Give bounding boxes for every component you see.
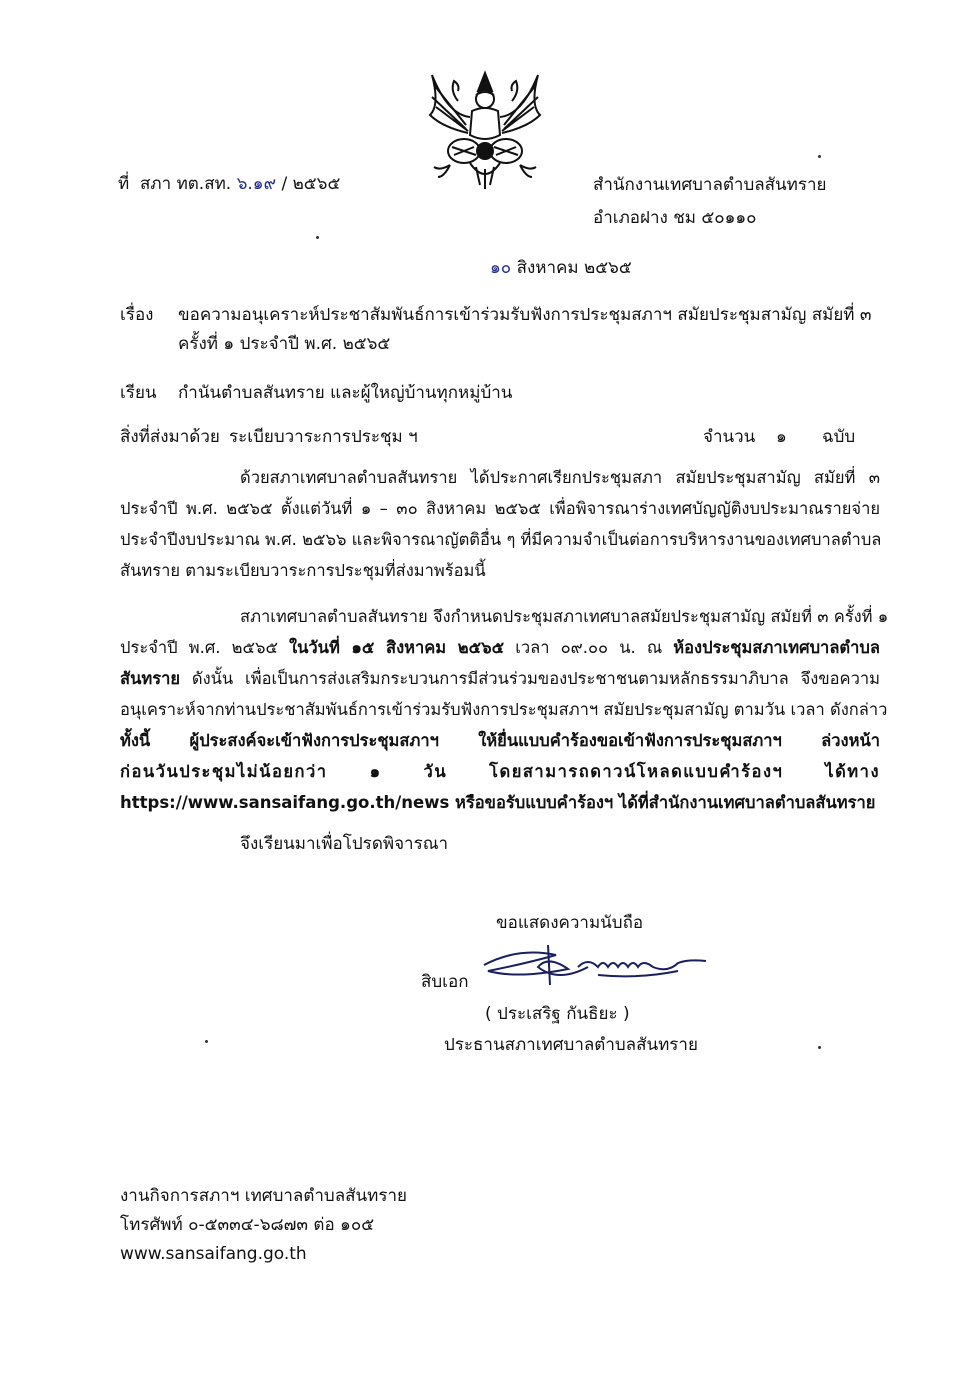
paragraph-2-line-7 bbox=[120, 787, 880, 818]
enclosure-label: สิ่งที่ส่งมาด้วย bbox=[120, 427, 220, 447]
paragraph-2-line-3 bbox=[120, 663, 880, 694]
footer-department: งานกิจการสภาฯ เทศบาลตำบลสันทราย bbox=[120, 1186, 407, 1206]
paragraph-2-line-2 bbox=[120, 632, 880, 663]
scan-speck bbox=[205, 1040, 208, 1043]
recipient-label: เรียน bbox=[120, 383, 157, 403]
news-url-link[interactable]: https://www.sansaifang.go.th/news bbox=[120, 793, 450, 812]
paragraph-1-line-1: ด้วยสภาเทศบาลตำบลสันทราย ได้ประกาศเรียกประชุมสภา สมัยประชุมสามัญ สมัยที่ ๓ bbox=[240, 468, 880, 487]
enclosure-text: ระเบียบวาระการประชุม ฯ bbox=[229, 427, 418, 447]
letter-date bbox=[490, 256, 632, 280]
paragraph-1-line-2: ประจำปี พ.ศ. ๒๕๖๕ ตั้งแต่วันที่ ๑ – ๓๐ สิงหาคม ๒๕๖๕ เพื่อพิจารณาร่างเทศบัญญัติงบประมาณรายจ่าย bbox=[120, 499, 880, 518]
meeting-room-bold: ห้องประชุมสภาเทศบาลตำบล bbox=[673, 638, 880, 657]
reference-number bbox=[118, 172, 340, 196]
reference-handwritten-number: ๖.๑๙ bbox=[236, 174, 277, 194]
subject-label: เรื่อง bbox=[120, 305, 154, 325]
body-paragraph-2 bbox=[120, 601, 889, 818]
enclosure-qty-label: จำนวน bbox=[703, 427, 756, 447]
text-segment: ประจำปี พ.ศ. ๒๕๖๕ bbox=[120, 638, 290, 657]
scan-speck bbox=[818, 155, 821, 158]
enclosure-qty: ๑ bbox=[776, 427, 787, 447]
office-address: อำเภอฝาง ชม ๕๐๑๑๐ bbox=[593, 208, 757, 228]
salutation: ขอแสดงความนับถือ bbox=[496, 913, 644, 933]
signer-position: ประธานสภาเทศบาลตำบลสันทราย bbox=[444, 1035, 698, 1055]
closing-text: จึงเรียนมาเพื่อโปรดพิจารณา bbox=[240, 834, 449, 854]
footer-website[interactable]: www.sansaifang.go.th bbox=[120, 1244, 307, 1264]
body-paragraph-1 bbox=[120, 462, 880, 586]
paragraph-2-line-5: ทั้งนี้ ผู้ประสงค์จะเข้าฟังการประชุมสภาฯ ให้ยื่นแบบคำร้องขอเข้าฟังการประชุมสภาฯ ล่วงหน้า bbox=[120, 731, 880, 750]
paragraph-2-line-1: สภาเทศบาลตำบลสันทราย จึงกำหนดประชุมสภาเทศบาลสมัยประชุมสามัญ สมัยที่ ๓ ครั้งที่ ๑ bbox=[240, 607, 889, 626]
scan-speck bbox=[316, 236, 319, 239]
handwritten-signature-icon bbox=[478, 945, 708, 985]
date-month-year: สิงหาคม ๒๕๖๕ bbox=[516, 258, 632, 278]
garuda-emblem-icon bbox=[420, 55, 550, 195]
reference-year: / ๒๕๖๕ bbox=[281, 174, 341, 194]
meeting-time: เวลา ๐๙.๐๐ น. ณ bbox=[504, 638, 674, 657]
subject-line-1: ขอความอนุเคราะห์ประชาสัมพันธ์การเข้าร่วมรับฟังการประชุมสภาฯ สมัยประชุมสามัญ สมัยที่ ๓ bbox=[178, 305, 872, 325]
paragraph-1-line-4: สันทราย ตามระเบียบวาระการประชุมที่ส่งมาพร้อมนี้ bbox=[120, 561, 486, 580]
footer-phone: โทรศัพท์ ๐-๕๓๓๔-๖๘๗๓ ต่อ ๑๐๕ bbox=[120, 1215, 375, 1235]
meeting-date-bold: ในวันที่ ๑๕ สิงหาคม ๒๕๖๕ bbox=[289, 638, 505, 657]
paragraph-2-line-4: อนุเคราะห์จากท่านประชาสัมพันธ์การเข้าร่วมรับฟังการประชุมสภาฯ สมัยประชุมสามัญ ตามวัน เวลา ดังกล่าว bbox=[120, 700, 888, 719]
paragraph-2-line-6: ก่อนวันประชุมไม่น้อยกว่า ๑ วัน โดยสามารถดาวน์โหลดแบบคำร้องฯ ได้ทาง bbox=[120, 762, 880, 781]
text-segment: หรือขอรับแบบคำร้องฯ ได้ที่สำนักงานเทศบาลตำบลสันทราย bbox=[449, 793, 876, 812]
reference-prefix: สภา ทต.สท. bbox=[140, 174, 232, 194]
subject-line-2: ครั้งที่ ๑ ประจำปี พ.ศ. ๒๕๖๕ bbox=[178, 334, 391, 354]
signer-name: ( ประเสริฐ กันธิยะ ) bbox=[485, 1004, 630, 1024]
reference-label: ที่ bbox=[118, 174, 130, 194]
meeting-room-bold-cont: สันทราย bbox=[120, 669, 181, 688]
office-name: สำนักงานเทศบาลตำบลสันทราย bbox=[593, 175, 827, 195]
paragraph-1-line-3: ประจำปีงบประมาณ พ.ศ. ๒๕๖๖ และพิจารณาญัตติอื่น ๆ ที่มีความจำเป็นต่อการบริหารงานของเทศบาลตำบล bbox=[120, 530, 882, 549]
recipient-text: กำนันตำบลสันทราย และผู้ใหญ่บ้านทุกหมู่บ้าน bbox=[178, 383, 513, 403]
signer-rank: สิบเอก bbox=[421, 972, 469, 992]
enclosure-unit: ฉบับ bbox=[822, 427, 856, 447]
scan-speck bbox=[818, 1046, 821, 1049]
text-segment: ดังนั้น เพื่อเป็นการส่งเสริมกระบวนการมีส่วนร่วมของประชาชนตามหลักธรรมาภิบาล จึงขอความ bbox=[180, 669, 880, 688]
date-day-handwritten: ๑๐ bbox=[490, 258, 512, 278]
